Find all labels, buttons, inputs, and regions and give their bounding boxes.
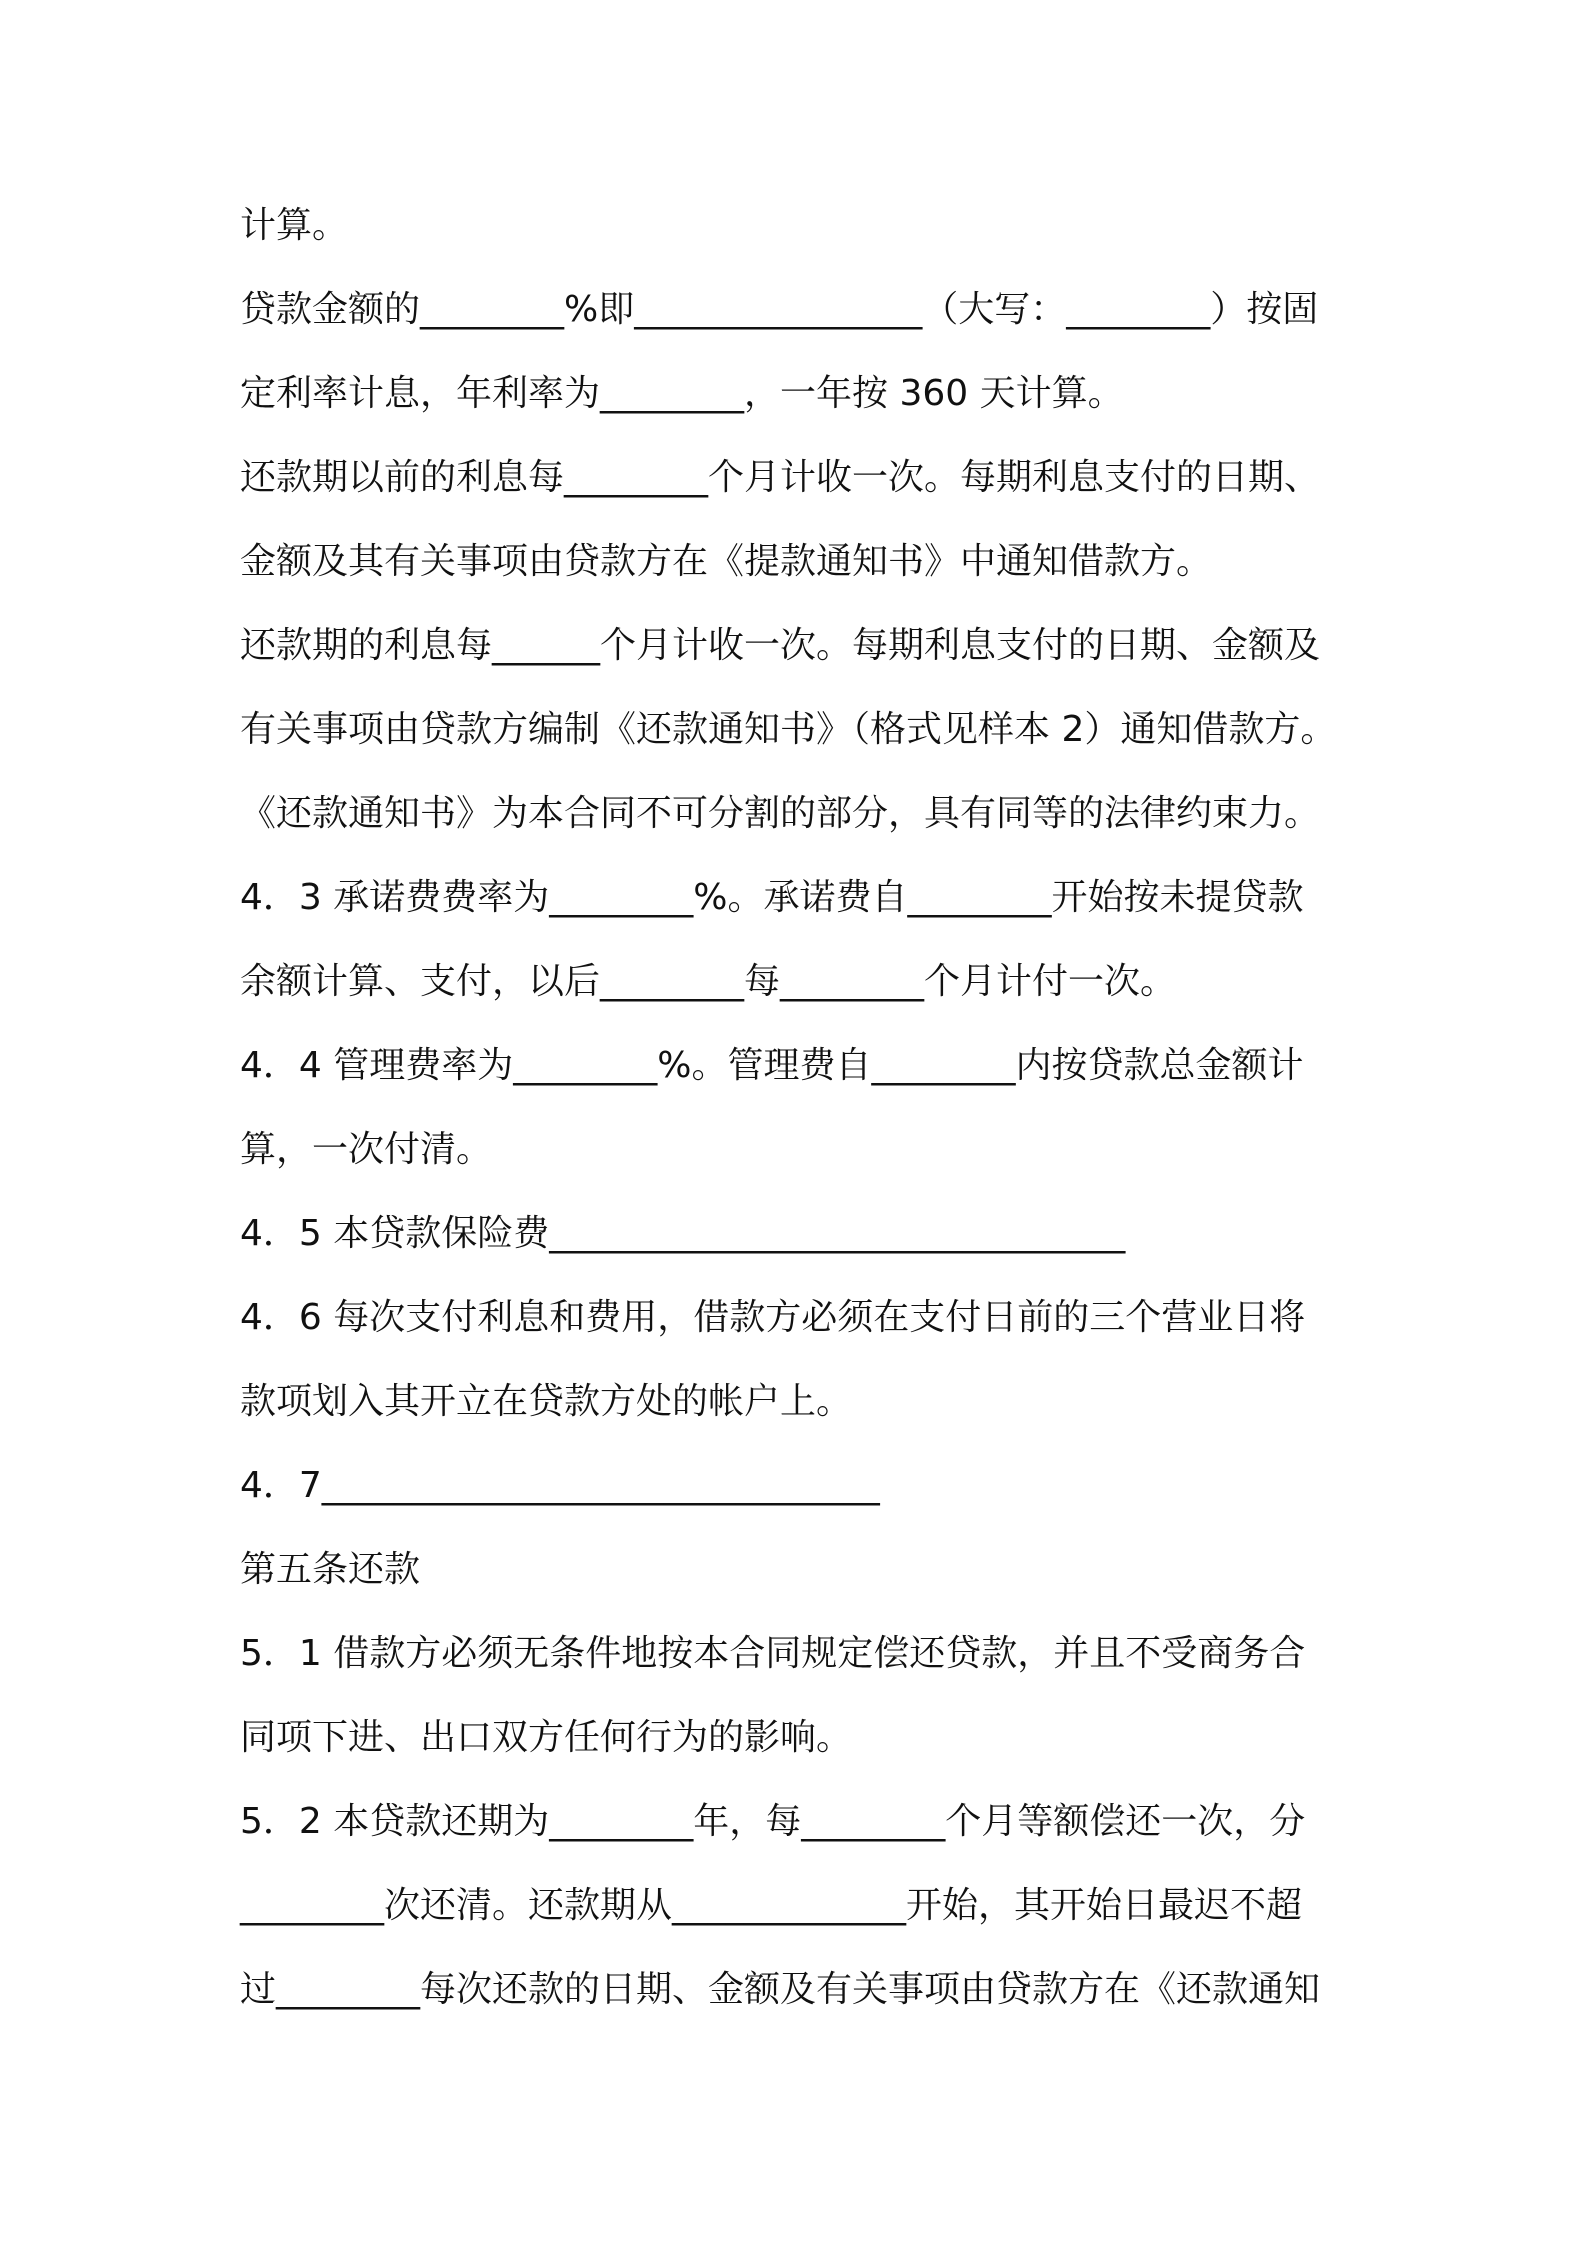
text-line: 4．6 每次支付利息和费用，借款方必须在支付日前的三个营业日将: [240, 1297, 1306, 1338]
text-line: 4．7_______________________________: [240, 1465, 880, 1506]
text-line: 款项划入其开立在贷款方处的帐户上。: [240, 1381, 853, 1422]
text-line: 余额计算、支付，以后________每________个月计付一次。: [240, 961, 1177, 1002]
text-line: 贷款金额的________%即________________（大写：________）按固: [240, 289, 1319, 330]
text-line: 5．1 借款方必须无条件地按本合同规定偿还贷款，并且不受商务合: [240, 1633, 1306, 1674]
text-line: 4．5 本贷款保险费________________________________: [240, 1213, 1126, 1254]
text-line: 还款期的利息每______个月计收一次。每期利息支付的日期、金额及: [240, 625, 1321, 666]
text-line: 计算。: [240, 205, 349, 246]
text-line: 还款期以前的利息每________个月计收一次。每期利息支付的日期、: [240, 457, 1321, 498]
text-line: 金额及其有关事项由贷款方在《提款通知书》中通知借款方。: [240, 541, 1213, 582]
text-line: 算，一次付清。: [240, 1129, 493, 1170]
text-line: 同项下进、出口双方任何行为的影响。: [240, 1717, 853, 1758]
text-line: 4．4 管理费率为________%。管理费自________内按贷款总金额计: [240, 1045, 1304, 1086]
text-line: 定利率计息，年利率为________，一年按 360 天计算。: [240, 373, 1124, 414]
text-line: 5．2 本贷款还期为________年，每________个月等额偿还一次，分: [240, 1801, 1306, 1842]
text-line: 4．3 承诺费费率为________%。承诺费自________开始按未提贷款: [240, 877, 1304, 918]
text-line: 过________每次还款的日期、金额及有关事项由贷款方在《还款通知: [240, 1969, 1321, 2010]
section-heading: 第五条还款: [240, 1549, 421, 1590]
text-line: 《还款通知书》为本合同不可分割的部分，具有同等的法律约束力。: [240, 793, 1321, 834]
text-line: ________次还清。还款期从_____________开始，其开始日最迟不超: [240, 1885, 1303, 1926]
text-line: 有关事项由贷款方编制《还款通知书》（格式见样本 2）通知借款方。: [240, 709, 1337, 750]
